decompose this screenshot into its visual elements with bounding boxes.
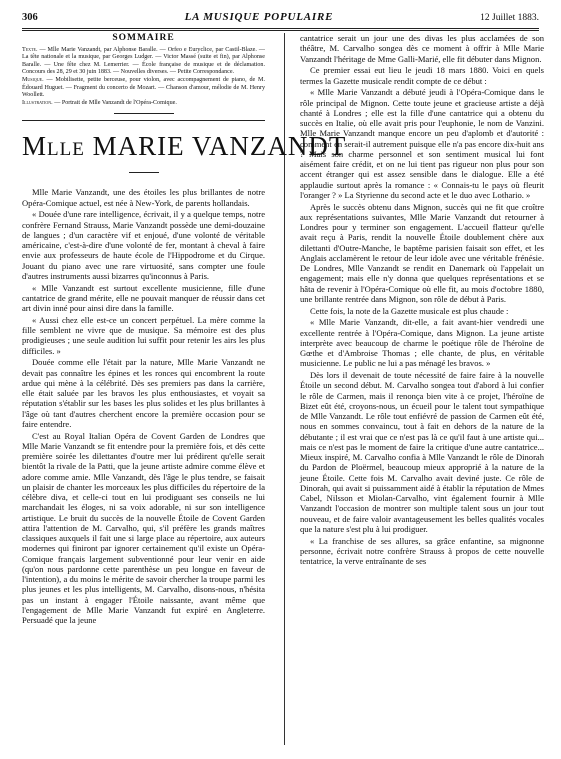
sommaire-block [22,47,265,107]
article-paragraph: « Douée d'une rare intelligence, écrivait, il y a quelque temps, notre confrère Fernand Strauss, Marie Vanzandt possède une demi-douzaine de langues ; d'un caractère vif et enjoué, d'une volonté de véritable américaine, c'est-à-dire d'une volonté de fer, montant à cheval à faire envie aux professeurs de haute école de l'Hippodrome et du Cirque. Jouant du piano avec une rare virtuosité, sans compter une foule d'autres instruments aussi bizarres qu'inconnus à Paris. [22,209,265,281]
article-title-name: MARIE VANZANDT [92,131,347,162]
article-paragraph: C'est au Royal Italian Opéra de Covent Garden de Londres que Mlle Marie Vanzandt se fit entendre pour la première fois, et dès cette première soirée les dilettantes d'outre mer lui prédirent qu'elle serait bientôt la rivale de la Patti, que la jeune artiste admire comme élève et adore comme amie. Mlle Vanzandt, dès l'âge le plus tendre, se faisait un plaisir de chanter les morceaux les plus difficiles du répertoire de la célèbre diva, et celle-ci tout en lui prodiguant ses conseils ne lui marchandait les éloges, ni sa voix adorable, ni sur son intelligence artistique. Le bruit du succès de la nouvelle Étoile de Covent Garden attira l'attention de M. Carvalho, qui, s'il préfère les grands maîtres classiques auxquels il fait une si large place au répertoire, aux auteurs modernes qui finiront par ignorer certainement qu'il existe un Opéra-Comique français largement subventionné pour leur venir en aide (qu'on nous pardonne cette parenthèse un peu longue en faveur de l'intention), a du moins le mérite de savoir chercher la troupe parmi les plus jeunes et les plus intelligents, M. Carvalho, disons-nous, n'hésita pas un instant à engager l'Étoile naissante, avant même que l'engagement de Mlle Marie Vanzandt fut expiré en Angleterre. Persuadé que la jeune [22,430,265,625]
article-paragraph: « Mlle Marie Vanzandt a débuté jeudi à l'Opéra-Comique dans le rôle principal de Mignon. Cette toute jeune et gracieuse artiste a déjà chanté à Londres ; elle est la fille d'une cantatrice qui a obtenu du succès en Italie, où elle avait pris pour l'euphonie, le nom de Vanzini. Mlle Marie Vanzandt manque encore un peu d'aplomb et d'autorité : comment en serait-il autrement puisque elle n'a pas encore dix-huit ans ? Mais son charme personnel et son sentiment musical lui font aisément faire crédit, et on ne lui tient pas rigueur non plus pour son accent étranger qui est assez sensible dans le dialogue. Elle a été applaudie surtout après la romance : « Connais-tu le pays où fleurit l'oranger ? » La Styrienne du second acte et le duo avec Lothario. » [300,87,544,200]
sommaire-illustration-content: — Portrait de Mlle Vanzandt de l'Opéra-Comique. [54,99,177,106]
short-separator [114,113,174,114]
article-paragraph: cantatrice serait un jour une des divas les plus acclamées de son théâtre, M. Carvalho songea dès ce moment à offrir à Mlle Marie Vanzandt l'héritage de Mme Galli-Marié, elle fit débuter dans Mignon. [300,33,544,64]
article-paragraph: Après le succès obtenu dans Mignon, succès qui ne fit que croître aux représentations suivantes, Mlle Marie Vanzandt dut retourner à Londres pour y terminer son engagement. L'accueil flatteur qu'elle avait reçu à Paris, rendit la nouvelle Étoile doublement chère aux dilettanti d'Outre-Manche, le baptême parisien faisait son effet, et les Anglais acclamèrent le retour de leur idole avec une véritable frénésie. De Londres, Mlle Vanzandt se rendit en Danemark où l'appelait un engagement; mais elle n'y donna que quelques représentations et se hâta de revenir à l'Opéra-Comique où elle fit, au mois d'octobre 1880, une brillante rentrée dans Mignon, son rôle de début à Paris. [300,201,544,304]
article-paragraph: Ce premier essai eut lieu le jeudi 18 mars 1880. Voici en quels termes la Gazette musicale rendit compte de ce début : [300,65,544,86]
page-number: 306 [22,12,38,23]
article-paragraph: « La franchise de ses allures, sa grâce enfantine, sa mignonne personne, écrivait notre confrère Strauss à propos de cette nouvelle tentatrice, la verve entraînante de ses [300,535,544,566]
article-title [22,131,347,162]
header-rule-double [22,30,539,31]
article-paragraph: Douée comme elle l'était par la nature, Mlle Marie Vanzandt ne devait pas connaître les épines et les ronces qui encombrent la route ardue qui mène à la célébrité. Dès ses premiers pas dans la carrière, elle était saluée par les bravos les plus enthousiastes, et voyait sa réputation s'établir sur les bases les plus solides et les plus brillantes à l'âge où tant d'autres cherchent encore la première occasion pour se faire entendre. [22,357,265,429]
sommaire-musique-label: Musique. [22,77,44,84]
right-column [300,33,544,568]
article-paragraph: Mlle Marie Vanzandt, une des étoiles les plus brillantes de notre Opéra-Comique actuel, est née à New-York, de parents hollandais. [22,187,265,208]
right-article-body [300,33,544,566]
sommaire-texte-content: — Mlle Marie Vanzandt, par Alphonse Baralle. — Orfeo e Euryclice, par Castil-Blaze. — La tête nationale et la musique, par Georges Ludger. — Victor Massé (suite et fin), par Alphonse Baralle. — Une fête chez M. Lemerrier. — École française de musique et de déclamation. Concours des 28, 29 et 30 juin 1883. — Nouvelles diverses. — Petite Correspondance. [22,47,265,76]
journal-title: LA MUSIQUE POPULAIRE [184,11,334,23]
article-paragraph: « Aussi chez elle est-ce un concert perpétuel. La mère comme la fille semblent ne vivre que de musique. Sa mémoire est des plus prodigieuses ; une seule audition lui suffit pour retenir les airs les plus difficiles. » [22,314,265,356]
article-paragraph: « Mlle Vanzandt est surtout excellente musicienne, fille d'une cantatrice de grand mérite, elle ne pouvait manquer de réussir dans cet art divin inné pour ainsi dire dans la famille. [22,282,265,313]
sommaire-musique-content: — Mobilisette, petite berceuse, pour violon, avec accompagnement de piano, de M. Édouard Huguet. — Fragment du concerto de Mozart. — Chanson d'amour, mélodie de M. Henry Woollett. [22,77,265,98]
sommaire-musique [22,77,265,99]
left-column [22,33,347,627]
title-separator [129,172,159,173]
sommaire-texte [22,47,265,77]
article-paragraph: Cette fois, la note de la Gazette musicale est plus chaude : [310,305,509,316]
article-title-prefix: Mlle [22,131,85,162]
sommaire-heading: SOMMAIRE [112,33,175,43]
article-paragraph: « Mlle Marie Vanzandt, dit-elle, a fait avant-hier vendredi une excellente rentrée à l'Opéra-Comique, dans Mignon. La jeune artiste interprète avec beaucoup de charme le poétique rôle de l'héroïne de Gœthe et d'Ambroise Thomas ; elle chante, de plus, en véritable musicienne. Le public ne lui a pas ménagé les bravos. » [300,317,544,369]
sommaire-illustration [22,100,265,107]
left-article-body [22,187,265,625]
header-rule [22,28,539,29]
sommaire-illustration-label: Illustration. [22,99,53,106]
sommaire-texte-label: Texte. [22,47,38,53]
article-paragraph: Dès lors il devenait de toute nécessité de faire faire à la nouvelle Étoile un second début. M. Carvalho songea tout d'abord à lui confier le rôle de Carmen, mais il renonça bien vite à ce projet, l'héroïne de Bizet eût été, croyons-nous, un écueil pour le talent tout sympathique de Mlle Vanzandt. Le rôle tout enfiévré de passion de Carmen eût été, nous en sommes convaincu, tout à fait en dehors de la nature de la débutante ; il est vrai que ce n'est pas là ce qu'il faut à une artiste qui... mais ce n'est pas le moment de faire la critique d'une autre cantatrice... Mieux inspiré, M. Carvalho confia à Mlle Vanzandt le rôle de Dinorah du Pardon de Ploërmel, beaucoup mieux approprié à la nature de la jeune Étoile. Cette fois M. Carvalho avait deviné juste. Ce rôle de Dinorah, qui avait si puissamment aidé à établir la réputation de Mmes Cabel, Nilsson et Miolan-Carvalho, vint également fournir à Mlle Vanzandt l'occasion de montrer son multiple talent sous un jour tout nouveau, et de faire valoir avantageusement les belles qualités vocales que la nature s'est plu à lui prodiguer. [300,370,544,534]
page-header [22,11,539,27]
full-separator [22,120,265,121]
issue-date: 12 Juillet 1883. [480,13,539,23]
